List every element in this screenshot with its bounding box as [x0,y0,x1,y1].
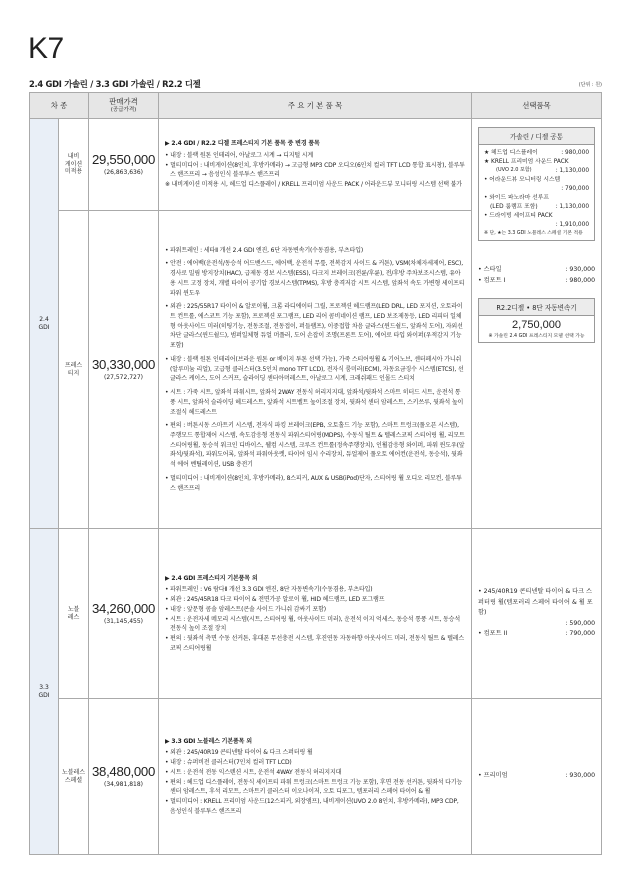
sale-price: 38,480,000 [92,764,156,780]
option-note-text: ※ 단, ★는 3.3 GDI 노블레스 스페셜 기본 적용 [484,230,583,236]
trim-label-line: 노블 [67,605,80,613]
price-cell [89,211,159,529]
spec-line: • 파워트레인 : 세타Ⅱ 개선 2.4 GDI 엔진, 6단 자동변속기(수동겸용, 부츠타입) [165,246,364,254]
trim-noblesse [59,529,89,699]
spec-cell [159,529,472,699]
option-name: • 스타일 [478,266,502,274]
spec-line: • 멀티미디어 : 내비게이션(8인치, 후방카메라), 8스피커, AUX & USB(iPod)단자, 스티어링 휠 오디오 리모컨, 블루투스 핸즈프리 [165,474,462,492]
option-name: • 컴포트 II [478,630,508,638]
spec-line: • 편의 : 뒷좌석 측면 수동 선커튼, 휴대폰 무선충전 시스템, 후진연동 자동하향 아웃사이드 미러, 전동식 틸트 & 텔레스코픽 스티어링휠 [165,634,465,652]
option-price: : 930,000 [565,772,596,780]
option-price: : 930,000 [565,266,596,274]
spec-line: • 외관 : 245/45R18 다크 타이어 & 전면가공 알로이 휠, HID 헤드램프, LED 포그램프 [165,596,385,604]
option-item [484,212,589,221]
options-cell-24 [472,119,602,529]
option-item [484,149,589,158]
trim-label-line: 프레스 [64,361,83,369]
sale-price: 29,550,000 [92,152,156,168]
engine-subtitle: 2.4 GDI 가솔린 / 3.3 GDI 가솔린 / R2.2 디젤 [29,79,201,89]
option-sub: (LED 룸램프 포함) [490,203,538,210]
spec-line: • 파워트레인 : V6 람다Ⅱ 개선 3.3 GDI 엔진, 8단 자동변속기(수동겸용, 부츠타입) [165,586,373,594]
header-price [89,93,159,119]
engine-cell-24 [30,119,59,529]
spec-heading: ▶ 2.4 GDI / R2.2 디젤 프레스티지 기본 품목 중 변경 품목 [165,140,320,148]
sale-price: 34,260,000 [92,601,156,617]
options-cell [472,699,602,855]
engine-label-line: GDI [38,323,50,331]
option-item [478,276,595,287]
option-price: : 790,000 [561,185,590,192]
option-name: ★ 헤드업 디스플레이 [484,150,538,156]
option-item [478,619,595,630]
option-box-diesel [478,298,595,343]
table-row [30,119,602,211]
spec-cell [159,699,472,855]
option-item [478,771,595,782]
trim-noblesse-special [59,699,89,855]
engine-cell-33 [30,529,59,855]
option-price: : 1,130,000 [555,167,590,174]
spec-line: • 시트 : 운전석 전동 익스텐션 시트, 운전석 4WAY 전동식 허리지지대 [165,768,342,776]
page-title: K7 [28,32,64,65]
option-item [484,203,589,212]
price-cell [89,529,159,699]
option-box-price: 2,750,000 [512,319,561,332]
spec-line: • 안전 : 에어백(운전석/동승석 어드밴스드, 에어백, 운전석 무릎, 전복감지 사이드 & 커튼), VSM(차체자세제어, ESC), 경사로 밀림 방지장치(HAC), 급제동 경보 시스템(ESS), 다크지 브레이크(전륜/후륜), 전/후방 주차보조시스템, 유아용 시트 고정 장치, 개별 타이어 공기압 경보시스템(TPMS), 후방 충격저감 시트 시스템, 앞좌석 속도 가변형 세이프티 파워 윈도우 [165,260,465,297]
table-row [30,699,602,855]
spec-line: • 외관 : 245/40R19 콘티넨탈 타이어 & 다크 스퍼터링 휠 [165,749,313,757]
option-box-title: R2.2디젤 • 8단 자동변속기 [479,299,594,316]
trim-label-line: 미적용 [64,168,83,176]
option-name: • 어라운드뷰 모니터링 시스템 [484,176,561,183]
spec-line: ※ 내비게이션 미적용 시, 헤드업 디스플레이 / KRELL 프리미엄 사운드 PACK / 어라운드뷰 모니터링 시스템 선택 불가 [165,181,462,189]
header-price-sub: (공급가격) [110,106,137,113]
spec-line: • 시트 : 가죽 시트, 앞좌석 파워시트, 앞좌석 2WAY 전동식 허리지지대, 앞좌석/뒷좌석 스마트 히터드 시트, 운전석 통풍 시트, 앞좌석 슬라이딩 헤드레스트, 앞좌석 시트벨트 높이조절 장치, 뒷좌석 센터 암레스트, 스키쓰루, 뒷좌석 높이 조절식 헤드레스트 [165,389,464,416]
engine-label-line: GDI [38,691,50,699]
supply-price: (31,145,455) [103,617,144,625]
option-sub: (UVO 2.0 포함) [496,166,532,173]
option-item [484,158,589,167]
price-table [29,92,602,855]
unit-label: (단위 : 원) [578,82,602,88]
option-price: : 980,000 [565,276,596,284]
trim-label-line: 내비 [67,152,80,160]
spec-line: • 시트 : 운전자세 메모리 시스템(시트, 스티어링 휠, 아웃사이드 미러), 운전석 이지 억세스, 동승석 통풍 시트, 동승석 전동식 높이 조절 장치 [165,615,460,633]
header-spec: 주 요 기 본 품 목 [159,93,472,119]
option-price: : 1,130,000 [555,203,590,210]
option-item [478,587,595,619]
engine-label-line: 2.4 [39,315,49,323]
sale-price: 30,330,000 [92,357,156,373]
option-name: ★ KRELL 프리미엄 사운드 PACK [484,158,569,165]
option-item [484,176,589,185]
spec-line: • 내장 : 앞문형 콤솔 암레스트(콘솔 사이드 가니쉬 감싸기 포함) [165,605,326,613]
option-item [484,185,589,194]
price-cell [89,119,159,211]
trim-label-line: 스페셜 [64,776,83,784]
options-cell [472,529,602,699]
table-header-row [30,93,602,119]
spec-line: • 멀티미디어 : KRELL 프리미엄 사운드(12스피커, 외장앰프), 내비게이션(UVO 2.0 8인치, 후방카메라), MP3 CDP, 음성인식 블루투스 핸즈프리 [165,797,459,815]
option-item [484,167,589,176]
option-item [484,221,589,230]
option-price: : 980,000 [561,150,590,156]
trim-label-line: 티지 [67,369,80,377]
spec-line: • 외관 : 225/55R17 타이어 & 알로이휠, 크롬 라디에이터 그릴, 프로젝션 헤드램프(LED DRL, LED 포지션, 오토라이트 컨트롤, 에스코트 기능 포함), 프로젝션 포그램프, LED 리어 콤비네이션 램프, LED 보조제동등, LED 리피터 일체형 아웃사이드 미러(히팅기능, 전동조절, 전동접이, 퍼들램프), 이중접합 차음 글라스(윈드쉴드, 앞좌석 도어), 자외선 차단 글라스(윈드쉴드), 범퍼일체형 듀얼 머플러, 도어 손잡이 조명(프론트 도어), 에어로 타입 와이퍼(우적감지 기능 포함) [165,303,463,350]
option-name: • 드라이빙 세이프티 PACK [484,212,553,219]
option-note [484,230,589,237]
option-name: • 프리미엄 [478,772,508,780]
supply-price: (26,863,636) [103,168,144,176]
header-category: 차 종 [30,93,89,119]
trim-navi-off [59,119,89,211]
spec-cell [159,119,472,211]
spec-line: • 내장 : 블랙 원톤 인테리어(브라운 원톤 or 베이지 투톤 선택 가능), 가죽 스티어링휠 & 기어노브, 센터페시아 가니쉬 (알루미늄 리얼), 고급형 클러스터(3.5인치 mono TFT LCD), 전자식 룸미러(ECM), 자동요금징수 시스템(ETCS), 선글라스 케이스, 도어 스커프, 슬라이딩 센터아머레스트, 아날로그 시계, 크래쉬패드 인몰드 스티치 [165,355,464,383]
option-price: : 590,000 [565,619,596,627]
option-name: • 245/40R19 콘티넨탈 타이어 & 다크 스퍼터링 휠(템포러리 스페어 타이어 & 휠 포함) [478,588,593,617]
spec-line: • 내장 : 슈퍼비전 클러스터(7인치 컬러 TFT LCD) [165,759,292,767]
spec-line: • 내장 : 블랙 원톤 인테리어, 아날로그 시계 → 디지털 시계 [165,151,314,159]
option-box-common [478,127,595,241]
price-cell [89,699,159,855]
supply-price: (34,981,818) [103,780,144,788]
spec-heading: ▶ 3.3 GDI 노블레스 기본품목 외 [165,737,252,745]
option-item [484,194,589,203]
option-item [478,265,595,276]
spec-heading: ▶ 2.4 GDI 프레스티지 기본품목 외 [165,574,258,582]
option-name: • 컴포트 I [478,276,506,284]
engine-label-line: 3.3 [39,683,49,691]
table-row [30,529,602,699]
spec-line: • 편의 : 헤드업 디스플레이, 전동식 세이프티 파워 트렁크(스마트 트렁크 기능 포함), 후면 전동 선커튼, 뒷좌석 다기능 센터 암레스트, 후석 리모트, 스마트키 클러스터 이오나이저, 오토 디포그, 템포러리 스페어 타이어 & 휠 [165,778,463,796]
option-box-note: ※ 가솔린 2.4 GDI 프레스티지 모델 선택 가능 [488,334,585,340]
spec-line: • 멀티미디어 : 내비게이션(8인치, 후방카메라) → 고급형 MP3 CDP 오디오(6인치 컬러 TFT LCD 통합 표시창), 블루투스 핸즈프리 → 음성인식 블루투스 핸즈프리 [165,161,465,179]
trim-label-line: 게이션 [64,160,83,168]
trim-label-line: 노블레스 [61,768,86,776]
option-price: : 790,000 [565,630,596,638]
option-name: • 와이드 파노라마 선루프 [484,194,549,201]
header-options: 선택품목 [472,93,602,119]
option-box-title: 가솔린 / 디젤 공통 [479,128,594,145]
trim-prestige [59,211,89,529]
option-price: : 1,910,000 [555,221,590,228]
supply-price: (27,572,727) [103,373,144,381]
header-price-label: 판매가격 [109,97,138,107]
trim-label-line: 레스 [67,613,80,621]
spec-cell [159,211,472,529]
spec-line: • 편의 : 버튼시동 스마트키 시스템, 전자식 파킹 브레이크(EPB, 오토홀드 기능 포함), 스마트 트렁크(풀오픈 시스템), 주행모드 통합제어 시스템, 속도감응형 전동식 파워스티어링(MDPS), 수동식 틸트 & 텔레스코픽 스티어링 휠, 리모트 스티어링휠, 동승석 워크인 디바이스, 웰컴 시스템, 크루즈 컨트롤(정속주행장치), 인휠감응형 와이퍼, 파워 윈도우(앞좌석/뒷좌석), 파워도어록, 앞좌석 파워아웃렛, 타이어 임시 수리장치, 듀얼제어 풀오토 에어컨(운전석, 동승석), 뒷좌석 에어 벤틸레이션, USB 충전기 [165,422,465,469]
option-item [478,629,595,640]
